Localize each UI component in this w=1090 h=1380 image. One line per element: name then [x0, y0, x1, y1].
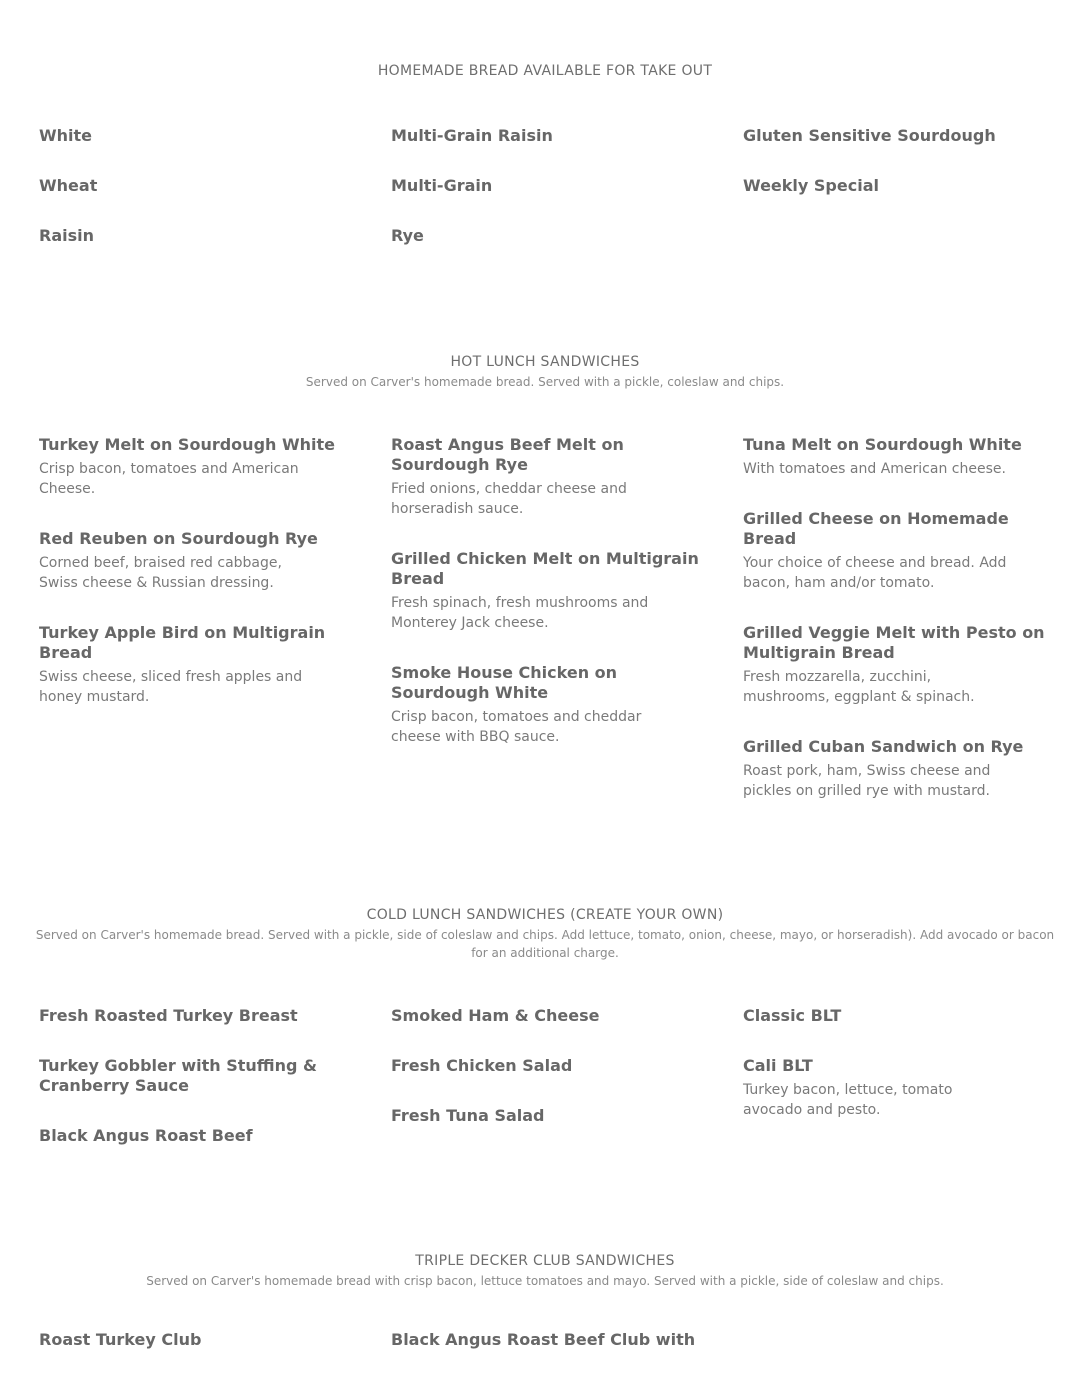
menu-item-name: Multi-Grain [391, 176, 493, 195]
menu-item-description: With tomatoes and American cheese. [743, 461, 1006, 477]
menu-item-description: Fresh spinach, fresh mushrooms and Monterey Jack cheese. [391, 595, 649, 631]
menu-item-name: Weekly Special [743, 176, 879, 195]
menu-item-name: Grilled Cuban Sandwich on Rye [743, 737, 1024, 756]
menu-item-name: Gluten Sensitive Sourdough [743, 126, 996, 145]
menu-item-name: Turkey Apple Bird on Multigrain Bread [39, 623, 326, 662]
menu-item-description: Your choice of cheese and bread. Add bacon, ham and/or tomato. [743, 555, 1007, 591]
menu-item-description: Fried onions, cheddar cheese and horseradish sauce. [391, 481, 627, 517]
menu-item-name: Turkey Gobbler with Stuffing & Cranberry Sauce [39, 1056, 317, 1095]
menu-item-name: Red Reuben on Sourdough Rye [39, 529, 318, 548]
section-subtitle: Served on Carver's homemade bread. Served with a pickle, side of coleslaw and chips. Add lettuce, tomato, onion, cheese, mayo, or horseradish). Add avocado or bacon for an additional charge. [35, 928, 1055, 960]
menu-item-description: Roast pork, ham, Swiss cheese and pickles on grilled rye with mustard. [743, 763, 991, 799]
menu-item-name: Grilled Veggie Melt with Pesto on Multigrain Bread [743, 623, 1045, 662]
menu-item-description: Swiss cheese, sliced fresh apples and honey mustard. [39, 669, 303, 705]
menu-item-name: Classic BLT [743, 1006, 842, 1025]
menu-item-name: Fresh Roasted Turkey Breast [39, 1006, 298, 1025]
menu-column [39, 1330, 359, 1380]
menu-item-description: Corned beef, braised red cabbage, Swiss cheese & Russian dressing. [39, 555, 282, 591]
menu-item-name: Rye [391, 226, 424, 245]
menu-item-name: Fresh Tuna Salad [391, 1106, 545, 1125]
menu-item-name: Roast Angus Beef Melt on Sourdough Rye [391, 435, 624, 474]
menu-item-name: Smoked Ham & Cheese [391, 1006, 600, 1025]
section-title: HOMEMADE BREAD AVAILABLE FOR TAKE OUT [377, 63, 713, 79]
section-subtitle: Served on Carver's homemade bread with crisp bacon, lettuce tomatoes and mayo. Served with a pickle, side of coleslaw and chips. [146, 1274, 944, 1288]
menu-item-name: Wheat [39, 176, 98, 195]
menu-item-description: Crisp bacon, tomatoes and cheddar cheese with BBQ sauce. [391, 709, 642, 745]
menu-item-name: Grilled Cheese on Homemade Bread [743, 509, 1009, 548]
menu-item-name: Cali BLT [743, 1056, 813, 1075]
menu-item-name: Fresh Chicken Salad [391, 1056, 573, 1075]
menu-item-name: Turkey Melt on Sourdough White [39, 435, 335, 454]
menu-item-name: Smoke House Chicken on Sourdough White [391, 663, 618, 702]
menu-item-name: Raisin [39, 226, 94, 245]
section-title: TRIPLE DECKER CLUB SANDWICHES [415, 1253, 675, 1269]
menu-item-description: Fresh mozzarella, zucchini, mushrooms, eggplant & spinach. [743, 669, 975, 705]
menu-item-name: Multi-Grain Raisin [391, 126, 553, 145]
menu-item-name: Tuna Melt on Sourdough White [743, 435, 1022, 454]
menu-item-name: Grilled Chicken Melt on Multigrain Bread [391, 549, 699, 588]
section-title: COLD LUNCH SANDWICHES (CREATE YOUR OWN) [366, 907, 724, 923]
menu-item [391, 1330, 711, 1350]
menu-item-name: Roast Turkey Club [39, 1330, 202, 1349]
menu-item-name: Black Angus Roast Beef [39, 1126, 253, 1145]
section-title: HOT LUNCH SANDWICHES [450, 354, 640, 370]
menu-column [391, 1330, 711, 1380]
menu-item [39, 1330, 359, 1350]
menu-item-name: Black Angus Roast Beef Club with [391, 1330, 696, 1349]
menu-item-description: Crisp bacon, tomatoes and American Cheese. [39, 461, 299, 497]
menu-item-description: Turkey bacon, lettuce, tomato avocado and pesto. [743, 1082, 953, 1118]
section-subtitle: Served on Carver's homemade bread. Served with a pickle, coleslaw and chips. [305, 375, 785, 389]
menu-item-name: White [39, 126, 93, 145]
